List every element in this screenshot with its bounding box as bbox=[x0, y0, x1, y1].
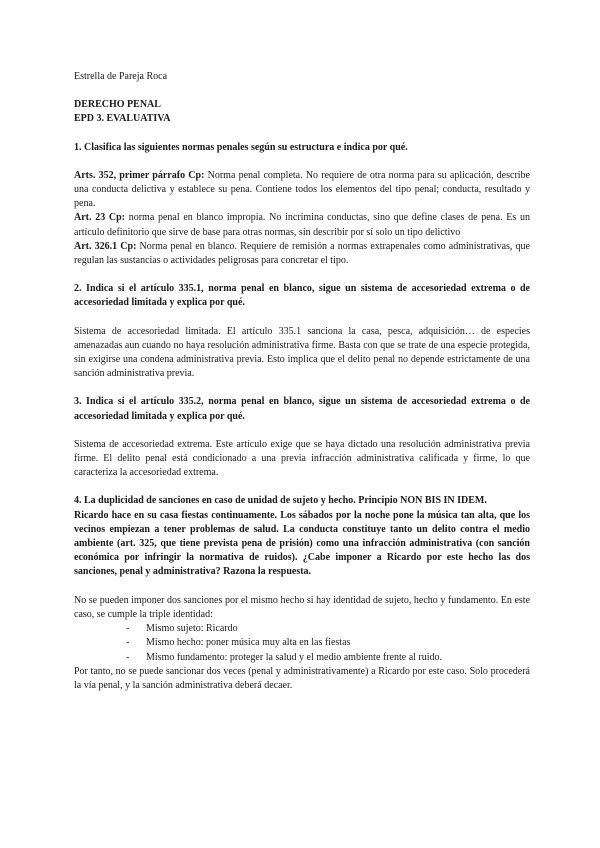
triple-identity-list bbox=[74, 622, 530, 665]
list-item: - Mismo hecho: poner música muy alta en las fiestas bbox=[126, 637, 351, 649]
assignment-heading: EPD 3. EVALUATIVA bbox=[74, 113, 171, 125]
question-4-answer-intro: No se pueden imponer dos sanciones por el mismo hecho si hay identidad de sujeto, hecho y fundamento. En este caso, se cumple la triple identidad: bbox=[74, 594, 530, 620]
document-page bbox=[74, 70, 530, 693]
question-4-title: 4. La duplicidad de sanciones en caso de unidad de sujeto y hecho. Principio NON BIS IN IDEM. bbox=[74, 495, 487, 507]
question-1-title: 1. Clasifica las siguientes normas penales según su estructura e indica por qué. bbox=[74, 141, 408, 153]
question-4-case: Ricardo hace en su casa fiestas continuamente. Los sábados por la noche pone la música tan alta, que los vecinos empiezan a tener problemas de salud. La conducta constituye tanto un delito contra el medio ambiente (art. 325, que tiene prevista pena de prisión) como una infracción administrativa (con sanción económica por infringir la normativa de ruidos). ¿Cabe imponer a Ricardo por este hecho las dos sanciones, penal y administrativa? Razona la respuesta. bbox=[74, 509, 530, 578]
question-2-title: 2. Indica si el artículo 335.1, norma penal en blanco, sigue un sistema de accesoriedad extrema o de accesoriedad limitada y explica por qué. bbox=[74, 283, 530, 309]
list-item: - Mismo sujeto: Ricardo bbox=[126, 623, 238, 635]
list-item: - Mismo fundamento: proteger la salud y el medio ambiente frente al ruido. bbox=[126, 651, 443, 663]
q1-item-art-326: Art. 326.1 Cp: Norma penal en blanco. Requiere de remisión a normas extrapenales como administrativas, que regulan las sustancias o actividades peligrosas para concretar el tipo. bbox=[74, 240, 530, 267]
q1-item-art-23: Art. 23 Cp: norma penal en blanco impropia. No incrimina conductas, sino que define clases de pena. Es un artículo definitorio que sirve de base para otras normas, sin describir por sí solo un tipo delictivo bbox=[74, 212, 530, 238]
q1-item-art-352: Arts. 352, primer párrafo Cp: Norma penal completa. No requiere de otra norma para su aplicación, describe una conducta delictiva y establece su pena. Contiene todos los elementos del tipo penal; conducta, resultado y pena. bbox=[74, 169, 530, 210]
question-4-conclusion: Por tanto, no se puede sancionar dos veces (penal y administrativamente) a Ricardo por este caso. Solo procederá la vía penal, y la sanción administrativa deberá decaer. bbox=[74, 665, 530, 691]
author-name: Estrella de Pareja Roca bbox=[74, 71, 168, 82]
question-3-title: 3. Indica si el artículo 335.2, norma penal en blanco, sigue un sistema de accesoriedad extrema o de accesoriedad limitada y explica por qué. bbox=[74, 396, 530, 422]
question-3-answer: Sistema de accesoriedad extrema. Este artículo exige que se haya dictado una resolución administrativa previa firme. El delito penal está condicionado a una previa infracción administrativa calificada y firme, lo que caracteriza la accesoriedad extrema. bbox=[74, 438, 530, 479]
subject-heading: DERECHO PENAL bbox=[74, 99, 161, 111]
question-2-answer: Sistema de accesoriedad limitada. El artículo 335.1 sanciona la casa, pesca, adquisición… de especies amenazadas aun cuando no haya resolución administrativa firme. Basta con que se trate de una especie protegida, sin exigirse una condena administrativa previa. Esto implica que el delito penal no depende estrictamente de una sanción administrativa previa. bbox=[74, 325, 530, 380]
